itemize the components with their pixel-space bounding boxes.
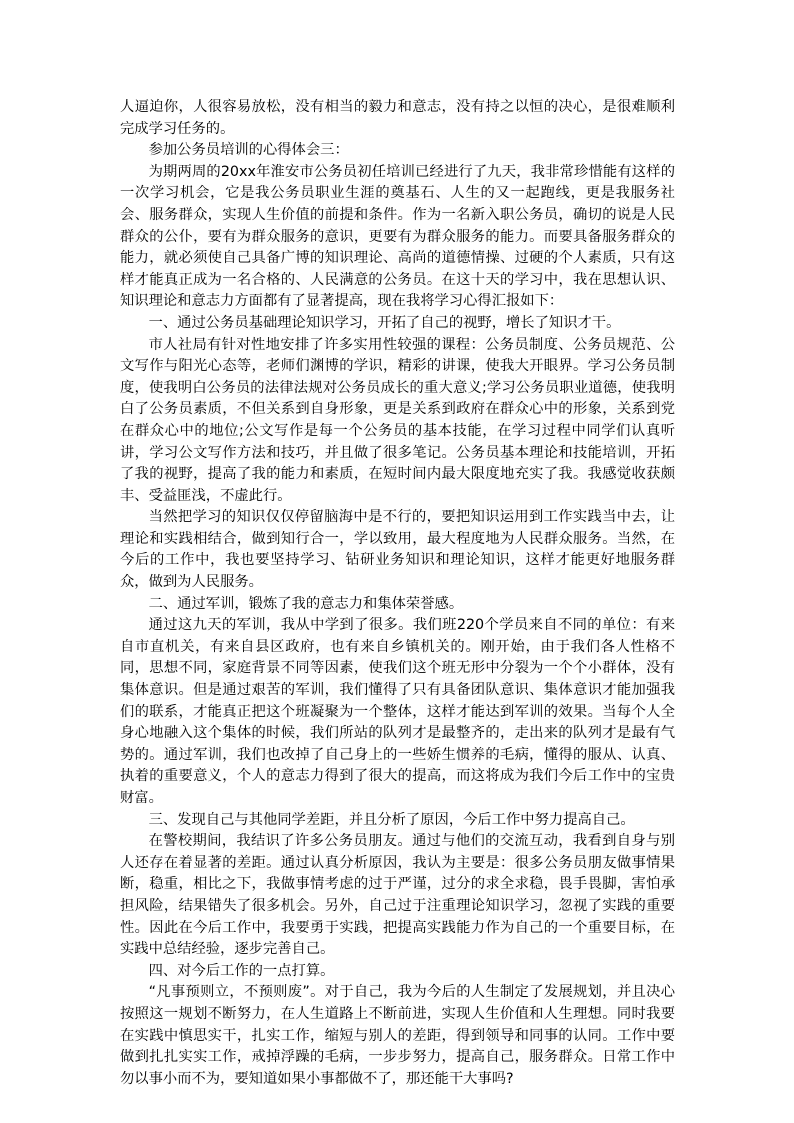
paragraph-practice: 当然把学习的知识仅仅停留脑海中是不行的，要把知识运用到工作实践当中去，让理论和实践相结合，做到知行合一，学以致用，最大程度地为人民群众服务。当然，在今后的工作中，我也要坚持学习、钻研业务知识和理论知识，这样才能更好地服务群众，做到为人民服务。 [120,509,675,591]
subheading-three: 三、发现自己与其他同学差距，并且分析了原因，今后工作中努力提高自己。 [148,811,635,828]
paragraph-courses: 市人社局有针对性地安排了许多实用性较强的课程：公务员制度、公务员规范、公文写作与阳光心态等，老师们渊博的学识，精彩的讲课，使我大开眼界。学习公务员制度，使我明白公务员的法律法规对公务员成长的重大意义;学习公务员职业道德，使我明白了公务员素质，不但关系到自身形象，更是关系到政府在群众心中的形象，关系到党在群众心中的地位;公文写作是每一个公务员的基本技能，在学习过程中同学们认真听讲，学习公文写作方法和技巧，并且做了很多笔记。公务员基本理论和技能培训，开拓了我的视野，提高了我的能力和素质，在短时间内最大限度地充实了我。我感觉收获颇丰、受益匪浅，不虚此行。 [120,336,675,504]
subheading-one: 一、通过公务员基础理论知识学习，开拓了自己的视野，增长了知识才干。 [148,314,621,331]
paragraph-military-training: 通过这九天的军训，我从中学到了很多。我们班220个学员来自不同的单位：有来自市直机关，有来自县区政府，也有来自乡镇机关的。刚开始，由于我们各人性格不同，思想不同，家庭背景不同等因素，使我们这个班无形中分裂为一个个小群体，没有集体意识。但是通过艰苦的军训，我们懂得了只有具备团队意识、集体意识才能加强我们的联系，才能真正把这个班凝聚为一个整体，这样才能达到军训的效果。当每个人全身心地融入这个集体的时候，我们所站的队列才是最整齐的，走出来的队列才是最有气势的。通过军训，我们也改掉了自己身上的一些娇生惯养的毛病，懂得的服从、认真、执着的重要意义，个人的意志力得到了很大的提高，而这将成为我们今后工作中的宝贵财富。 [120,617,675,806]
paragraph-gap-analysis: 在警校期间，我结识了许多公务员朋友。通过与他们的交流互动，我看到自身与别人还存在着显著的差距。通过认真分析原因，我认为主要是：很多公务员朋友做事情果断，稳重，相比之下，我做事情考虑的过于严谨，过分的求全求稳，畏手畏脚，害怕承担风险，结果错失了很多机会。另外，自己过于注重理论知识学习，忽视了实践的重要性。因此在今后工作中，我要勇于实践，把提高实践能力作为自己的一个重要目标，在实践中总结经验，逐步完善自己。 [120,833,675,958]
paragraph-continuation: 人逼迫你，人很容易放松，没有相当的毅力和意志，没有持之以恒的决心，是很难顺利完成学习任务的。 [120,99,675,137]
subheading-four: 四、对今后工作的一点打算。 [148,962,335,979]
paragraph-intro: 为期两周的20xx年淮安市公务员初任培训已经进行了九天，我非常珍惜能有这样的一次学习机会，它是我公务员职业生涯的奠基石、人生的又一起跑线，更是我服务社会、服务群众，实现人生价值的前提和条件。作为一名新入职公务员，确切的说是人民群众的公仆，要有为群众服务的意识，更要有为群众服务的能力。而要具备服务群众的能力，就必须使自己具备广博的知识理论、高尚的道德情操、过硬的个人素质，只有这样才能真正成为一名合格的、人民满意的公务员。在这十天的学习中，我在思想认识、知识理论和意志力方面都有了显著提高，现在我将学习心得汇报如下： [120,163,675,310]
subheading-two: 二、通过军训，锻炼了我的意志力和集体荣誉感。 [148,595,464,612]
paragraph-future-plan: “凡事预则立，不预则废”。对于自己，我为今后的人生制定了发展规划，并且决心按照这一规划不断努力，在人生道路上不断前进，实现人生价值和人生理想。同时我要在实践中慎思实干，扎实工作，缩短与别人的差距，得到领导和同事的认同。工作中要做到扎扎实实工作，戒掉浮躁的毛病，一步步努力，提高自己，服务群众。日常工作中勿以事小而不为，要知道如果小事都做不了，那还能干大事吗? [120,984,675,1087]
document-body [120,97,675,1090]
section-heading-experience-three: 参加公务员培训的心得体会三： [148,142,349,159]
